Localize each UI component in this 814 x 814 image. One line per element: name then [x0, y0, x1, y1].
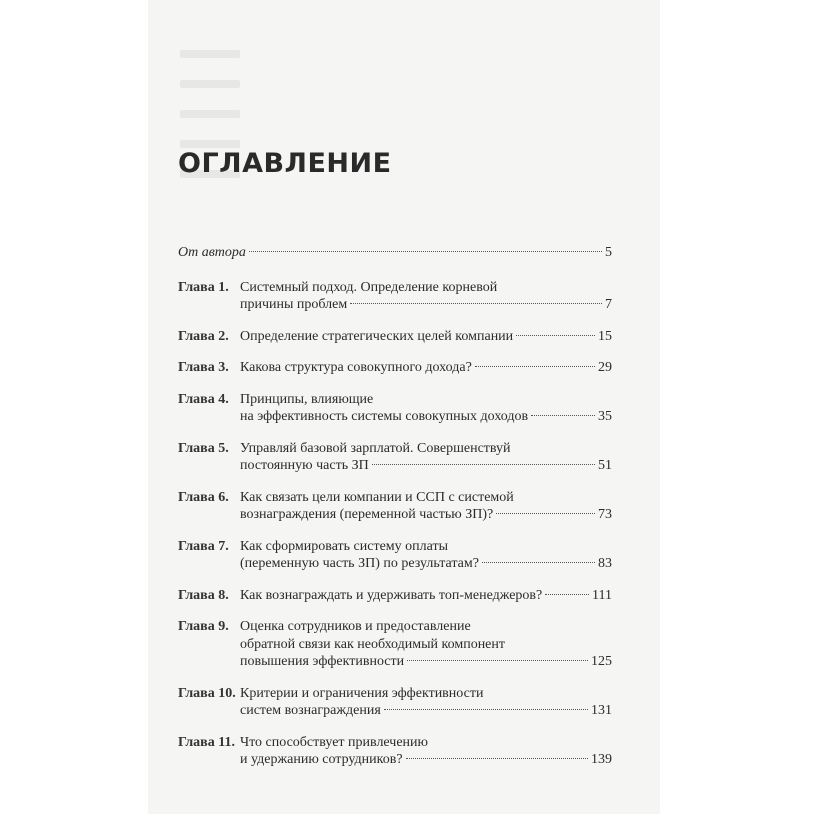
- chapter-title-line: на эффективность системы совокупных доходов: [240, 409, 529, 424]
- leader-dots: [496, 513, 595, 514]
- leader-dots: [545, 594, 589, 595]
- chapter-title-line: (переменную часть ЗП) по результатам?: [240, 556, 479, 571]
- leader-dots: [407, 660, 588, 661]
- page-number: 7: [605, 297, 612, 312]
- toc-entry-text: [240, 359, 612, 377]
- page-number: 111: [592, 587, 612, 603]
- chapter-label: Глава 7.: [178, 538, 229, 554]
- chapter-label: Глава 9.: [178, 619, 229, 634]
- leader-dots: [384, 709, 588, 710]
- toc-entry-text: [240, 279, 612, 314]
- page-number: 5: [605, 245, 612, 260]
- leader-dots: [249, 251, 602, 252]
- chapter-label: Глава 4.: [178, 391, 229, 407]
- leader-dots: [372, 464, 595, 465]
- chapter-label: Глава 10.: [178, 685, 236, 701]
- toc-entry: [178, 440, 612, 475]
- table-of-contents: [178, 244, 612, 783]
- page-number: 51: [598, 458, 612, 473]
- page-number: 125: [591, 654, 612, 669]
- toc-entry: [178, 328, 612, 346]
- toc-entry-text: [240, 685, 612, 720]
- chapter-title-line: Что способствует привлечению: [240, 734, 428, 750]
- toc-entry-text: [240, 538, 612, 573]
- chapter-title-line: Системный подход. Определение корневой: [240, 279, 498, 295]
- chapter-title-line: Как сформировать систему оплаты: [240, 538, 449, 554]
- toc-entry: [178, 734, 612, 769]
- toc-entry-text: [240, 391, 612, 426]
- chapter-title-line: Критерии и ограничения эффективности: [240, 685, 484, 701]
- chapter-title-line: причины проблем: [240, 297, 348, 312]
- chapter-title-line: повышения эффективности: [240, 654, 405, 669]
- chapter-title-line: и удержанию сотрудников?: [240, 752, 403, 767]
- page-number: 29: [598, 360, 612, 375]
- page-number: 139: [591, 752, 612, 767]
- chapter-title-line: Оценка сотрудников и предоставление: [240, 619, 471, 634]
- page-number: 83: [598, 556, 612, 571]
- leader-dots: [475, 366, 595, 367]
- toc-entry-text: [240, 618, 612, 671]
- toc-entry: [178, 489, 612, 524]
- leader-dots: [516, 335, 595, 336]
- toc-entry-text: [240, 587, 612, 605]
- page-number: 73: [598, 507, 612, 522]
- toc-entry: [178, 244, 612, 262]
- chapter-title-line: От автора: [178, 245, 246, 260]
- chapter-title-line: Какова структура совокупного дохода?: [240, 360, 472, 375]
- chapter-title-line: вознаграждения (переменной частью ЗП)?: [240, 507, 494, 522]
- chapter-label: Глава 8.: [178, 587, 229, 603]
- chapter-title-line: Как связать цели компании и ССП с системой: [240, 489, 514, 505]
- toc-entry: [178, 587, 612, 605]
- toc-entry: [178, 538, 612, 573]
- leader-dots: [531, 415, 595, 416]
- page-number: 131: [591, 703, 612, 718]
- page-number: 15: [598, 328, 612, 344]
- toc-entry: [178, 279, 612, 314]
- chapter-title-line: Управляй базовой зарплатой. Совершенствуй: [240, 440, 511, 456]
- toc-entry: [178, 391, 612, 426]
- chapter-label: Глава 3.: [178, 360, 229, 375]
- chapter-title-line: постоянную часть ЗП: [240, 458, 369, 473]
- page-title: ОГЛАВЛЕНИЕ: [178, 148, 392, 179]
- page-number: 35: [598, 409, 612, 424]
- chapter-title-line: Принципы, влияющие: [240, 391, 374, 407]
- chapter-label: Глава 6.: [178, 489, 229, 505]
- chapter-label: Глава 5.: [178, 440, 229, 456]
- toc-entry: [178, 359, 612, 377]
- chapter-title-line: Определение стратегических целей компании: [240, 328, 514, 344]
- chapter-label: Глава 1.: [178, 279, 229, 295]
- leader-dots: [350, 303, 602, 304]
- chapter-title-line: обратной связи как необходимый компонент: [240, 636, 506, 652]
- toc-entry-text: [178, 244, 612, 262]
- toc-entry-text: [240, 328, 612, 346]
- toc-entry: [178, 685, 612, 720]
- chapter-label: Глава 11.: [178, 734, 235, 750]
- toc-entry-text: [240, 734, 612, 769]
- leader-dots: [482, 562, 595, 563]
- toc-entry-text: [240, 489, 612, 524]
- toc-entry-text: [240, 440, 612, 475]
- chapter-title-line: Как вознаграждать и удерживать топ-менеджеров?: [240, 587, 543, 603]
- chapter-label: Глава 2.: [178, 328, 229, 344]
- leader-dots: [406, 758, 588, 759]
- chapter-title-line: систем вознаграждения: [240, 703, 381, 718]
- bleed-through-text: [180, 50, 240, 230]
- toc-entry: [178, 618, 612, 671]
